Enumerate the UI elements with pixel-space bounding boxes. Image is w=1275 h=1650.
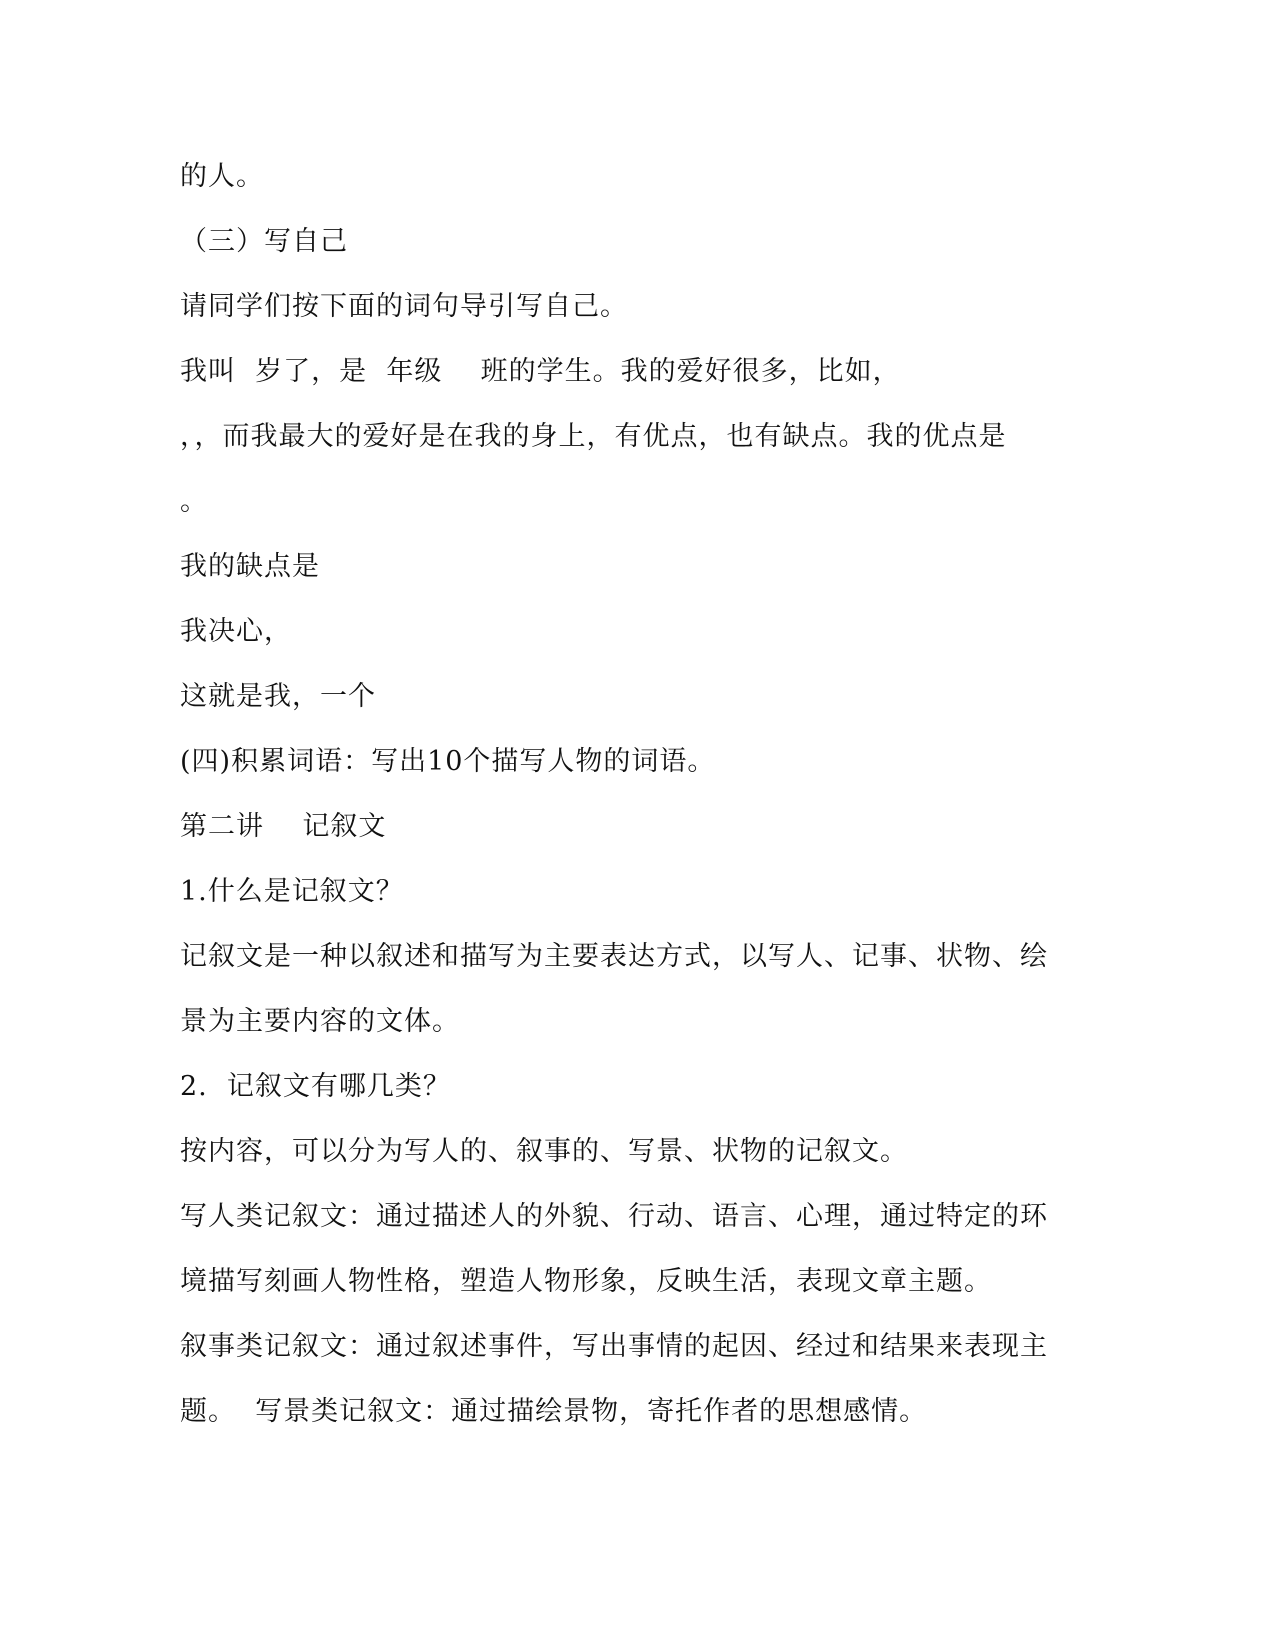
paragraph-line: 题。 写景类记叙文：通过描绘景物，寄托作者的思想感情。 xyxy=(180,1396,928,1427)
paragraph-line: 境描写刻画人物性格，塑造人物形象，反映生活，表现文章主题。 xyxy=(180,1266,992,1297)
paragraph-line: 叙事类记叙文：通过叙述事件，写出事情的起因、经过和结果来表现主 xyxy=(180,1331,1048,1362)
paragraph-line: 按内容，可以分为写人的、叙事的、写景、状物的记叙文。 xyxy=(180,1136,908,1167)
question-heading: 2. 记叙文有哪几类？ xyxy=(180,1071,451,1102)
paragraph-line: 记叙文是一种以叙述和描写为主要表达方式，以写人、记事、状物、绘 xyxy=(180,941,1048,972)
section-heading: (四)积累词语：写出10个描写人物的词语。 xyxy=(180,746,716,777)
paragraph-line: 我决心， xyxy=(180,616,292,647)
paragraph-line: 我的缺点是 xyxy=(180,551,320,582)
paragraph-line: 的人。 xyxy=(180,161,264,192)
paragraph-line: 。 xyxy=(180,486,208,517)
paragraph-line: 我叫 岁了，是 年级 班的学生。我的爱好很多，比如， xyxy=(180,356,901,387)
question-heading: 1.什么是记叙文？ xyxy=(180,876,404,907)
section-heading: （三）写自己 xyxy=(180,226,348,257)
paragraph-line: 景为主要内容的文体。 xyxy=(180,1006,460,1037)
paragraph-line: 写人类记叙文：通过描述人的外貌、行动、语言、心理，通过特定的环 xyxy=(180,1201,1048,1232)
paragraph-line: ，，而我最大的爱好是在我的身上，有优点，也有缺点。我的优点是 xyxy=(180,421,1007,452)
lecture-heading: 第二讲 记叙文 xyxy=(180,811,387,842)
paragraph-line: 这就是我，一个 xyxy=(180,681,376,712)
paragraph-line: 请同学们按下面的词句导引写自己。 xyxy=(180,291,628,322)
document-body xyxy=(180,157,1080,1457)
